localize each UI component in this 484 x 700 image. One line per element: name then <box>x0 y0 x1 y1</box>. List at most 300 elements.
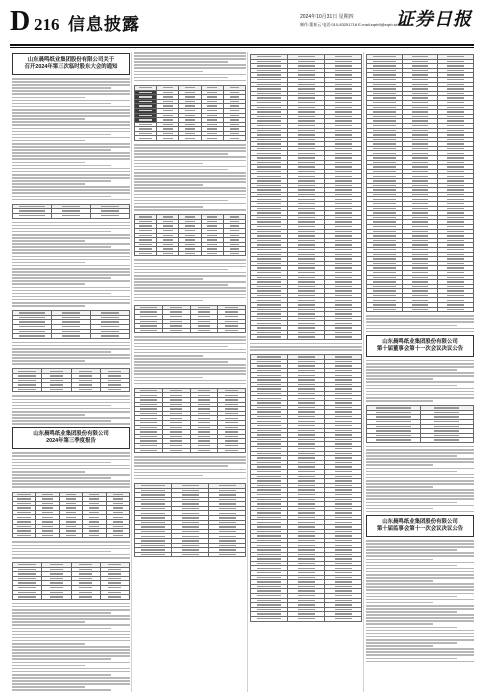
text-line <box>134 184 203 186</box>
text-line <box>366 642 457 644</box>
report-body-text-3 <box>12 603 130 692</box>
text-line <box>12 237 130 239</box>
notice-body-text-3 <box>12 342 130 367</box>
text-line <box>12 640 130 642</box>
text-line <box>134 150 246 152</box>
text-line <box>134 294 246 296</box>
table-row <box>13 595 130 600</box>
report-body-text-4 <box>134 336 246 386</box>
text-line <box>134 281 246 283</box>
text-line <box>134 278 203 280</box>
text-line <box>12 243 130 245</box>
shareholder-table <box>134 85 246 141</box>
text-line <box>134 263 246 265</box>
text-line <box>366 449 474 451</box>
text-line <box>12 360 85 362</box>
text-line <box>12 112 130 114</box>
text-line <box>12 259 130 261</box>
table-cell <box>218 448 246 453</box>
text-line <box>366 636 474 638</box>
text-line <box>12 671 130 673</box>
column-1 <box>12 52 130 692</box>
table-row <box>251 335 362 340</box>
text-line <box>12 174 130 176</box>
table-cell <box>209 552 246 557</box>
text-line <box>12 155 130 157</box>
text-line <box>366 391 474 393</box>
text-line <box>12 345 130 347</box>
text-line <box>366 648 474 650</box>
segment-table <box>134 305 246 334</box>
table-cell <box>438 307 474 312</box>
table-cell <box>190 328 218 333</box>
text-line <box>366 611 457 613</box>
text-line <box>12 171 130 173</box>
text-line <box>12 548 130 550</box>
text-line <box>12 402 130 404</box>
text-line <box>12 280 130 282</box>
text-line <box>134 147 246 149</box>
text-line <box>366 325 457 327</box>
text-line <box>134 462 246 464</box>
table-cell <box>135 448 163 453</box>
text-line <box>12 93 130 95</box>
text-line <box>366 633 474 635</box>
text-line <box>12 299 130 301</box>
text-line <box>12 265 130 267</box>
text-line <box>12 357 130 359</box>
table-cell <box>100 387 129 392</box>
table-cell <box>218 328 246 333</box>
voting-table <box>12 368 130 392</box>
text-line <box>12 486 130 488</box>
text-line <box>366 363 474 365</box>
text-line <box>12 646 130 648</box>
text-line <box>250 346 362 348</box>
text-line <box>12 234 130 236</box>
table-cell <box>288 616 325 621</box>
text-line <box>366 540 474 542</box>
text-line <box>134 352 246 354</box>
text-line <box>12 143 130 145</box>
text-line <box>12 662 130 664</box>
text-line <box>134 200 228 202</box>
text-line <box>12 609 130 611</box>
column-2 <box>134 52 246 692</box>
text-line <box>12 554 130 556</box>
text-line <box>366 489 474 491</box>
table-cell <box>42 595 71 600</box>
text-line <box>12 477 111 479</box>
table-cell <box>71 387 100 392</box>
text-line <box>12 399 130 401</box>
text-line <box>134 343 246 345</box>
text-line <box>12 240 85 242</box>
text-line <box>366 385 457 387</box>
text-line <box>366 464 433 466</box>
text-line <box>12 84 130 86</box>
text-line <box>12 256 130 258</box>
text-line <box>366 508 433 510</box>
text-line <box>12 557 130 559</box>
text-line <box>366 474 474 476</box>
table-row <box>135 328 246 333</box>
text-line <box>12 686 85 688</box>
text-line <box>134 153 228 155</box>
announcement-header-board-resolution <box>366 335 474 357</box>
section-title: 信息披露 <box>68 15 140 35</box>
text-line <box>366 568 474 570</box>
text-line <box>366 366 474 368</box>
text-line <box>12 87 111 89</box>
text-line <box>12 100 130 102</box>
text-line <box>366 661 474 663</box>
text-line <box>134 275 246 277</box>
text-line <box>12 128 130 130</box>
announcement-title: 第十届监事会第十一次会议决议公告 <box>376 525 464 532</box>
text-line <box>134 339 246 341</box>
text-line <box>134 55 246 57</box>
text-line <box>134 269 228 271</box>
text-line <box>12 97 85 99</box>
text-line <box>366 599 474 601</box>
text-line <box>12 293 111 295</box>
notice-body-text <box>12 78 130 202</box>
text-line <box>366 486 433 488</box>
text-line <box>12 643 85 645</box>
text-line <box>366 315 474 317</box>
text-line <box>366 623 433 625</box>
text-line <box>12 305 85 307</box>
text-line <box>12 183 85 185</box>
text-line <box>12 158 130 160</box>
text-line <box>366 605 474 607</box>
text-line <box>12 231 111 233</box>
text-line <box>366 593 474 595</box>
meeting-resolution-table <box>12 204 130 219</box>
text-line <box>366 331 474 333</box>
text-line <box>366 562 474 564</box>
text-line <box>12 177 130 179</box>
issue-date: 2024年10月31日 星期四 <box>300 14 354 20</box>
text-line <box>134 206 203 208</box>
text-line <box>12 459 130 461</box>
table-cell <box>325 335 362 340</box>
text-line <box>134 163 203 165</box>
text-line <box>12 290 130 292</box>
text-line <box>366 458 474 460</box>
text-line <box>366 620 474 622</box>
table-cell <box>251 335 288 340</box>
text-line <box>12 452 130 454</box>
table-row <box>13 533 130 538</box>
text-line <box>12 689 111 691</box>
table-cell <box>135 251 157 256</box>
text-line <box>134 370 246 372</box>
text-line <box>12 455 130 457</box>
text-line <box>134 181 246 183</box>
table-cell <box>83 533 106 538</box>
text-line <box>12 541 130 543</box>
text-line <box>250 343 362 345</box>
text-line <box>134 197 246 199</box>
text-line <box>12 140 85 142</box>
masthead-rule <box>10 44 474 46</box>
text-line <box>12 199 130 201</box>
table-cell <box>135 136 157 141</box>
text-line <box>250 349 362 351</box>
table-cell <box>135 552 172 557</box>
text-line <box>366 586 474 588</box>
table-cell <box>201 136 223 141</box>
notice-body-text-2 <box>12 222 130 309</box>
report-body-text-3 <box>134 259 246 302</box>
text-line <box>134 272 246 274</box>
text-line <box>12 480 130 482</box>
text-line <box>366 498 474 500</box>
table-cell <box>201 251 223 256</box>
text-line <box>12 628 111 630</box>
table-cell <box>71 595 100 600</box>
text-line <box>134 361 228 363</box>
text-line <box>366 654 474 656</box>
table-cell <box>135 328 163 333</box>
announcement-title: 第十届董事会第十一次会议决议公告 <box>376 345 464 352</box>
text-line <box>366 614 474 616</box>
text-line <box>134 67 246 69</box>
table-cell <box>13 595 42 600</box>
text-line <box>12 115 130 117</box>
text-line <box>12 137 130 139</box>
table-cell <box>91 334 130 339</box>
text-line <box>134 349 246 351</box>
text-line <box>366 617 474 619</box>
text-line <box>12 468 130 470</box>
announcement-header-supervisory-resolution <box>366 515 474 537</box>
text-line <box>12 417 130 419</box>
text-line <box>366 546 474 548</box>
table-cell <box>162 448 190 453</box>
text-line <box>366 511 474 513</box>
text-line <box>12 411 130 413</box>
text-line <box>12 471 85 473</box>
text-line <box>134 364 246 366</box>
text-line <box>12 146 130 148</box>
text-line <box>12 342 130 344</box>
table-row <box>135 251 246 256</box>
table-cell <box>42 387 71 392</box>
text-line <box>134 472 246 474</box>
text-line <box>12 634 130 636</box>
text-line <box>134 58 246 60</box>
announcement-company: 山东晨鸣纸业集团股份有限公司 <box>382 518 458 525</box>
text-line <box>12 405 111 407</box>
column-3 <box>250 52 362 692</box>
text-line <box>134 190 246 192</box>
table-cell <box>52 334 91 339</box>
text-line <box>12 420 111 422</box>
text-line <box>134 52 246 54</box>
table-cell <box>13 334 52 339</box>
text-line <box>134 478 246 480</box>
table-cell <box>157 251 179 256</box>
text-line <box>134 377 203 379</box>
text-line <box>12 545 130 547</box>
text-line <box>12 621 85 623</box>
announcement-company: 山东晨鸣纸业集团股份有限公司 <box>382 338 458 345</box>
text-line <box>12 603 130 605</box>
text-line <box>366 630 474 632</box>
table-cell <box>59 533 82 538</box>
text-line <box>366 461 474 463</box>
text-line <box>366 321 474 323</box>
text-line <box>134 300 203 302</box>
text-line <box>12 106 130 108</box>
text-line <box>12 90 130 92</box>
table-cell <box>100 595 129 600</box>
text-line <box>134 284 228 286</box>
text-line <box>366 455 457 457</box>
text-line <box>366 583 474 585</box>
change-table <box>134 214 246 256</box>
text-line <box>134 209 246 211</box>
text-line <box>12 246 111 248</box>
text-line <box>366 477 474 479</box>
text-line <box>134 166 246 168</box>
text-line <box>134 358 246 360</box>
text-line <box>134 475 203 477</box>
text-line <box>12 674 111 676</box>
announcement-company: 山东晨鸣纸业集团股份有限公司关于 <box>27 57 115 63</box>
proxy-form-text <box>12 395 130 426</box>
statement-footnote <box>250 343 362 352</box>
text-line <box>366 480 474 482</box>
text-line <box>366 552 474 554</box>
text-line <box>12 134 111 136</box>
newspaper-logo: 证券日报 <box>396 9 472 30</box>
announcement-header-egm-notice <box>12 53 130 75</box>
text-line <box>134 367 246 369</box>
table-cell <box>420 438 474 443</box>
text-line <box>366 394 474 396</box>
text-line <box>366 471 457 473</box>
text-line <box>134 373 246 375</box>
text-line <box>12 474 130 476</box>
table-cell <box>52 213 91 218</box>
text-line <box>366 577 474 579</box>
table-cell <box>13 387 42 392</box>
announcement-header-q3-report <box>12 427 130 449</box>
announcement-company: 山东晨鸣纸业集团股份有限公司 <box>33 431 109 438</box>
text-line <box>134 203 246 205</box>
text-line <box>134 144 246 146</box>
board-resolution-text-2 <box>366 446 474 514</box>
text-line <box>134 194 246 196</box>
text-line <box>12 252 130 254</box>
text-line <box>366 381 474 383</box>
text-line <box>134 336 246 338</box>
text-line <box>366 627 457 629</box>
column-divider <box>131 52 132 692</box>
text-line <box>366 580 433 582</box>
table-cell <box>36 533 59 538</box>
text-line <box>134 465 228 467</box>
text-line <box>366 602 433 604</box>
text-line <box>366 559 433 561</box>
text-line <box>134 160 246 162</box>
column-divider <box>247 52 248 692</box>
table-cell <box>179 251 201 256</box>
text-line <box>12 131 130 133</box>
text-line <box>12 395 130 397</box>
text-line <box>366 543 474 545</box>
text-line <box>134 61 228 63</box>
text-line <box>12 249 130 251</box>
text-line <box>12 612 111 614</box>
text-line <box>12 652 130 654</box>
text-line <box>134 64 246 66</box>
text-line <box>366 483 474 485</box>
text-line <box>366 495 474 497</box>
editor-line: 制作:董春云 电话:010-83251716 E-mail:zqrb9@zqrb.sina.net <box>300 22 408 27</box>
text-line <box>366 372 474 374</box>
text-line <box>134 80 246 82</box>
text-line <box>366 651 474 653</box>
table-cell <box>157 136 179 141</box>
financial-table <box>12 492 130 539</box>
text-line <box>12 186 130 188</box>
table-cell <box>106 533 129 538</box>
text-line <box>366 505 474 507</box>
text-line <box>12 665 85 667</box>
text-line <box>134 355 203 357</box>
text-line <box>134 175 246 177</box>
text-line <box>134 172 246 174</box>
table-row <box>135 552 246 557</box>
text-line <box>366 360 474 362</box>
text-line <box>12 228 130 230</box>
table-row <box>367 438 474 443</box>
text-line <box>134 469 246 471</box>
masthead <box>10 6 474 44</box>
text-line <box>134 290 246 292</box>
text-line <box>12 283 85 285</box>
report-body-text <box>12 452 130 489</box>
text-line <box>12 683 130 685</box>
report-body-text-2 <box>134 144 246 212</box>
text-line <box>134 297 246 299</box>
text-line <box>134 266 246 268</box>
text-line <box>12 189 130 191</box>
table-cell <box>251 616 288 621</box>
table-cell <box>179 136 201 141</box>
table-cell <box>367 307 403 312</box>
text-line <box>366 596 457 598</box>
text-line <box>366 446 474 448</box>
text-line <box>12 78 130 80</box>
text-line <box>12 465 130 467</box>
text-line <box>12 192 130 194</box>
text-line <box>12 149 111 151</box>
text-line <box>12 363 130 365</box>
text-line <box>366 565 457 567</box>
report-body-text <box>134 52 246 83</box>
text-line <box>12 658 111 660</box>
column-divider <box>363 52 364 692</box>
text-line <box>134 456 246 458</box>
text-line <box>366 400 433 402</box>
statement-footnote <box>366 315 474 334</box>
